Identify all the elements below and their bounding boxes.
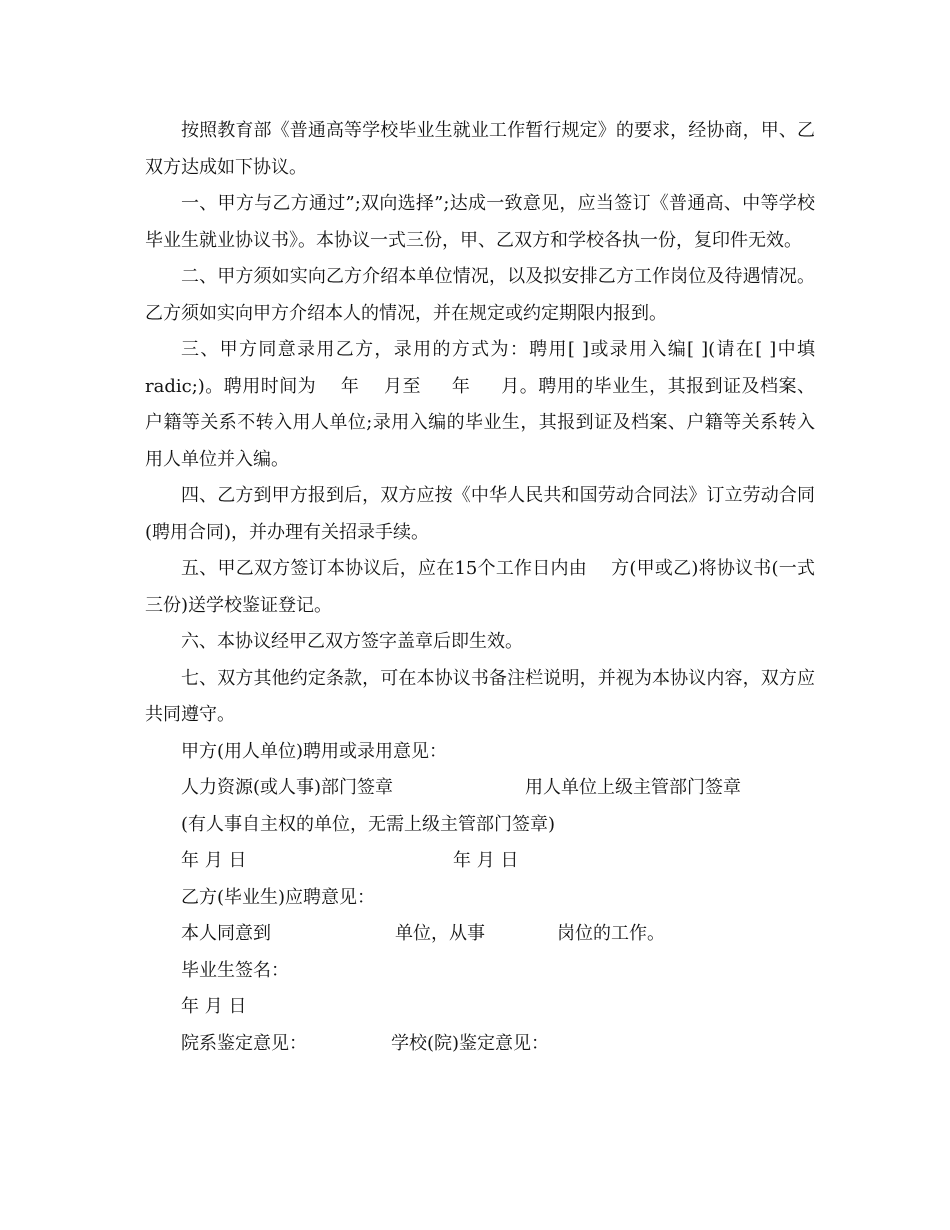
agree-unit: 单位，从事 xyxy=(395,923,485,944)
party-a-heading: 甲方(用人单位)聘用或录用意见： xyxy=(181,740,448,762)
school-opinion-label: 学校(院)鉴定意见： xyxy=(391,1032,550,1054)
agree-prefix: 本人同意到 xyxy=(181,923,271,944)
party-b-agree-row xyxy=(145,916,815,953)
graduate-signature: 毕业生签名： xyxy=(181,959,289,981)
superior-seal-label: 用人单位上级主管部门签章 xyxy=(525,777,741,798)
party-a-note: (有人事自主权的单位，无需上级主管部门签章) xyxy=(181,813,556,835)
clause-5: 五、甲乙双方签订本协议后，应在15个工作日内由 方(甲或乙)将协议书(一式三份)送学校鉴证登记。 xyxy=(145,558,815,616)
clause-4: 四、乙方到甲方报到后，双方应按《中华人民共和国劳动合同法》订立劳动合同(聘用合同)，并办理有关招录手续。 xyxy=(145,485,815,543)
clause-7: 七、双方其他约定条款，可在本协议书备注栏说明，并视为本协议内容，双方应共同遵守。 xyxy=(145,667,815,725)
party-a-date-1: 年 月 日 xyxy=(181,850,247,871)
hr-seal-label: 人力资源(或人事)部门签章 xyxy=(181,777,394,798)
clause-2: 二、甲方须如实向乙方介绍本单位情况，以及拟安排乙方工作岗位及待遇情况。乙方须如实向甲方介绍本人的情况，并在规定或约定期限内报到。 xyxy=(145,266,815,324)
intro-paragraph: 按照教育部《普通高等学校毕业生就业工作暂行规定》的要求，经协商，甲、乙双方达成如下协议。 xyxy=(145,120,815,178)
dept-opinion-label: 院系鉴定意见： xyxy=(181,1032,307,1054)
clause-6: 六、本协议经甲乙双方签字盖章后即生效。 xyxy=(181,631,523,652)
agreement-body xyxy=(145,113,815,1062)
party-a-seal-row xyxy=(145,770,815,807)
party-b-heading: 乙方(毕业生)应聘意见： xyxy=(181,886,376,908)
party-a-date-2: 年 月 日 xyxy=(453,850,519,871)
clause-1: 一、甲方与乙方通过”;双向选择”;达成一致意见，应当签订《普通高、中等学校毕业生就业协议书》。本协议一式三份，甲、乙双方和学校各执一份，复印件无效。 xyxy=(145,193,815,251)
clause-3: 三、甲方同意录用乙方，录用的方式为：聘用[ ]或录用入编[ ](请在[ ]中填radic;)。聘用时间为 年 月至 年 月。聘用的毕业生，其报到证及档案、户籍等关系不转入用人单位;录用入编的毕业生，其报到证及档案、户籍等关系转入用人单位并入编。 xyxy=(145,339,815,470)
school-opinion-row xyxy=(145,1026,815,1063)
party-b-date: 年 月 日 xyxy=(181,996,247,1017)
agree-post: 岗位的工作。 xyxy=(557,923,665,944)
party-a-date-row xyxy=(145,843,815,880)
